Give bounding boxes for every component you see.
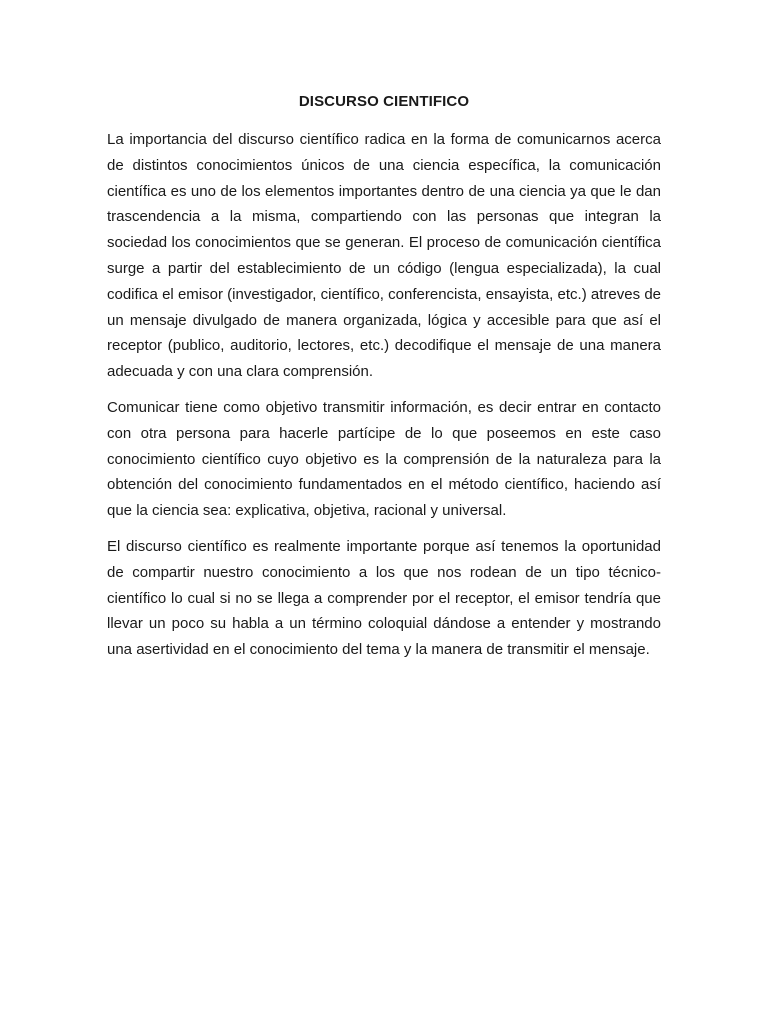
- paragraph-1: La importancia del discurso científico radica en la forma de comunicarnos acerca de distintos conocimientos únicos de una ciencia específica, la comunicación científica es uno de los elementos importantes dentro de una ciencia ya que le dan trascendencia a la misma, compartiendo con las personas que integran la sociedad los conocimientos que se generan. El proceso de comunicación científica surge a partir del establecimiento de un código (lengua especializada), la cual codifica el emisor (investigador, científico, conferencista, ensayista, etc.) atreves de un mensaje divulgado de manera organizada, lógica y accesible para que así el receptor (publico, auditorio, lectores, etc.) decodifique el mensaje de una manera adecuada y con una clara comprensión.: [107, 131, 661, 381]
- document-body: [107, 127, 661, 673]
- paragraph-2: Comunicar tiene como objetivo transmitir información, es decir entrar en contacto con otra persona para hacerle partícipe de lo que poseemos en este caso conocimiento científico cuyo objetivo es la comprensión de la naturaleza para la obtención del conocimiento fundamentados en el método científico, haciendo así que la ciencia sea: explicativa, objetiva, racional y universal.: [107, 398, 661, 520]
- document-title: DISCURSO CIENTIFICO: [298, 93, 470, 110]
- paragraph-3: El discurso científico es realmente importante porque así tenemos la oportunidad de compartir nuestro conocimiento a los que nos rodean de un tipo técnico-científico lo cual si no se llega a comprender por el receptor, el emisor tendría que llevar un poco su habla a un término coloquial dándose a entender y mostrando una asertividad en el conocimiento del tema y la manera de transmitir el mensaje.: [107, 537, 661, 659]
